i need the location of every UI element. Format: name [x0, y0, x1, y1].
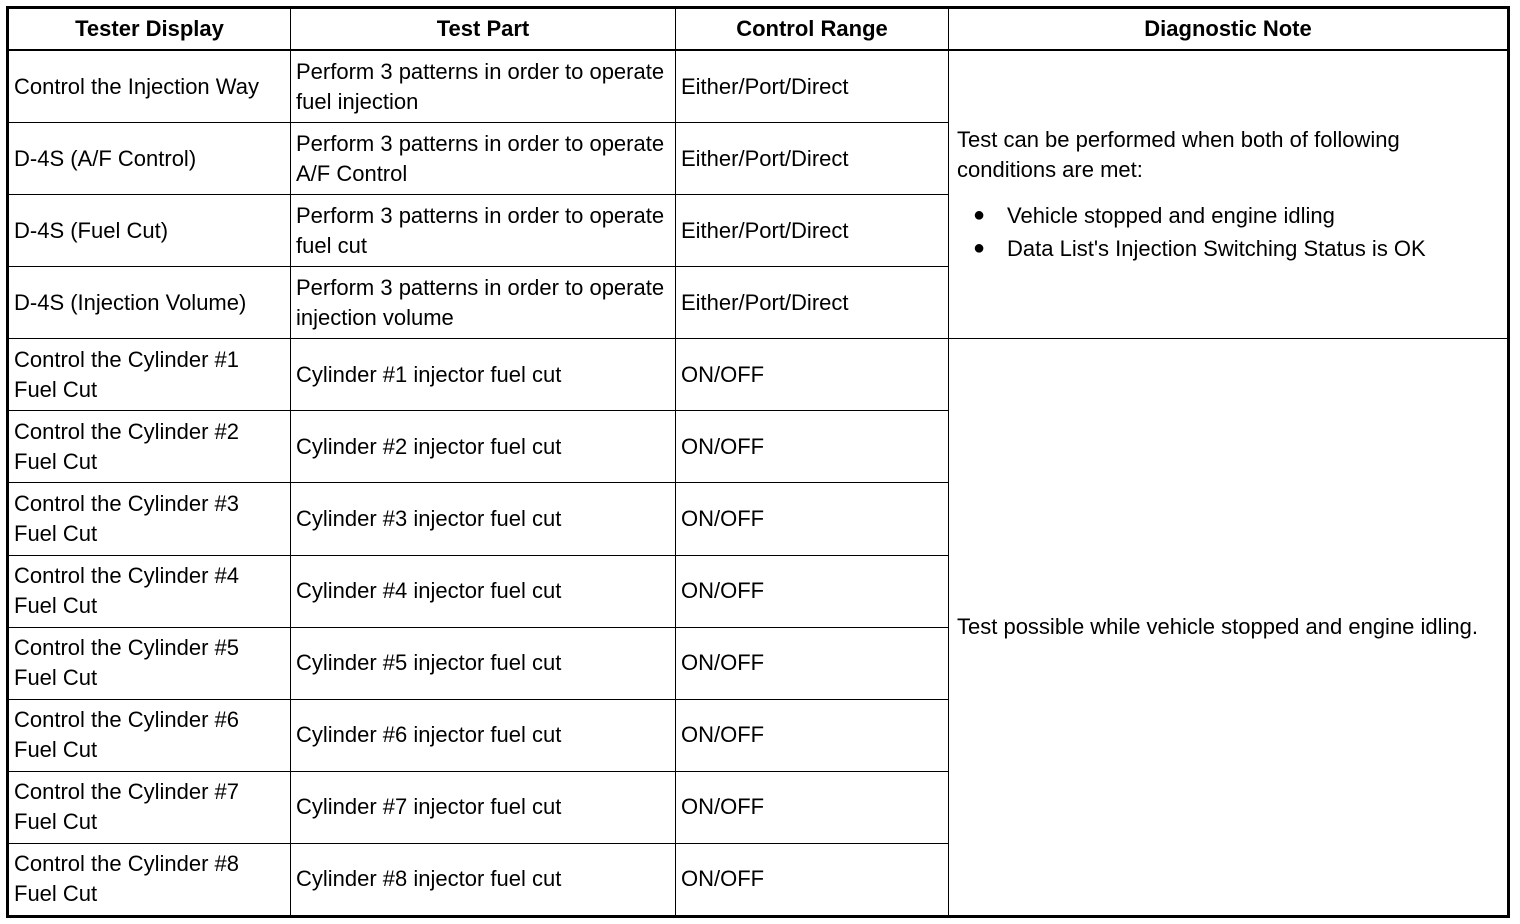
control-range-cell: Either/Port/Direct: [676, 50, 949, 123]
control-range-cell: ON/OFF: [676, 339, 949, 411]
test-part-cell: Cylinder #1 injector fuel cut: [291, 339, 676, 411]
tester-display-cell: D-4S (Injection Volume): [8, 267, 291, 339]
note-bullet-list: [957, 199, 1499, 265]
test-part-cell: Cylinder #8 injector fuel cut: [291, 843, 676, 916]
tester-display-cell: Control the Cylinder #4 Fuel Cut: [8, 555, 291, 627]
test-part-cell: Cylinder #5 injector fuel cut: [291, 627, 676, 699]
tester-display-cell: Control the Injection Way: [8, 50, 291, 123]
tester-display-cell: Control the Cylinder #6 Fuel Cut: [8, 699, 291, 771]
note-intro: Test can be performed when both of following conditions are met:: [957, 126, 1400, 182]
tester-display-cell: Control the Cylinder #1 Fuel Cut: [8, 339, 291, 411]
header-test-part: Test Part: [291, 8, 676, 51]
test-part-cell: Perform 3 patterns in order to operate fuel injection: [291, 50, 676, 123]
active-test-table: [6, 6, 1510, 918]
note-bullet: ● Vehicle stopped and engine idling: [957, 199, 1499, 232]
control-range-cell: Either/Port/Direct: [676, 195, 949, 267]
header-row: [8, 8, 1509, 51]
tester-display-cell: Control the Cylinder #2 Fuel Cut: [8, 411, 291, 483]
control-range-cell: ON/OFF: [676, 771, 949, 843]
table-row: [8, 50, 1509, 123]
test-part-cell: Cylinder #6 injector fuel cut: [291, 699, 676, 771]
control-range-cell: ON/OFF: [676, 627, 949, 699]
test-part-cell: Cylinder #3 injector fuel cut: [291, 483, 676, 555]
test-part-cell: Perform 3 patterns in order to operate fuel cut: [291, 195, 676, 267]
control-range-cell: ON/OFF: [676, 843, 949, 916]
control-range-cell: Either/Port/Direct: [676, 123, 949, 195]
tester-display-cell: Control the Cylinder #3 Fuel Cut: [8, 483, 291, 555]
control-range-cell: ON/OFF: [676, 411, 949, 483]
header-tester-display: Tester Display: [8, 8, 291, 51]
tester-display-cell: Control the Cylinder #8 Fuel Cut: [8, 843, 291, 916]
control-range-cell: Either/Port/Direct: [676, 267, 949, 339]
note-bullet: ● Data List's Injection Switching Status is OK: [957, 232, 1499, 265]
tester-display-cell: D-4S (Fuel Cut): [8, 195, 291, 267]
control-range-cell: ON/OFF: [676, 555, 949, 627]
tester-display-cell: D-4S (A/F Control): [8, 123, 291, 195]
tester-display-cell: Control the Cylinder #7 Fuel Cut: [8, 771, 291, 843]
header-control-range: Control Range: [676, 8, 949, 51]
test-part-cell: Perform 3 patterns in order to operate injection volume: [291, 267, 676, 339]
test-part-cell: Cylinder #2 injector fuel cut: [291, 411, 676, 483]
control-range-cell: ON/OFF: [676, 699, 949, 771]
test-part-cell: Perform 3 patterns in order to operate A/F Control: [291, 123, 676, 195]
diagnostic-note-cylinder: Test possible while vehicle stopped and engine idling.: [949, 339, 1509, 917]
test-part-cell: Cylinder #4 injector fuel cut: [291, 555, 676, 627]
test-part-cell: Cylinder #7 injector fuel cut: [291, 771, 676, 843]
table-row: [8, 339, 1509, 411]
diagnostic-note-d4s: [949, 50, 1509, 339]
tester-display-cell: Control the Cylinder #5 Fuel Cut: [8, 627, 291, 699]
header-diagnostic-note: Diagnostic Note: [949, 8, 1509, 51]
control-range-cell: ON/OFF: [676, 483, 949, 555]
